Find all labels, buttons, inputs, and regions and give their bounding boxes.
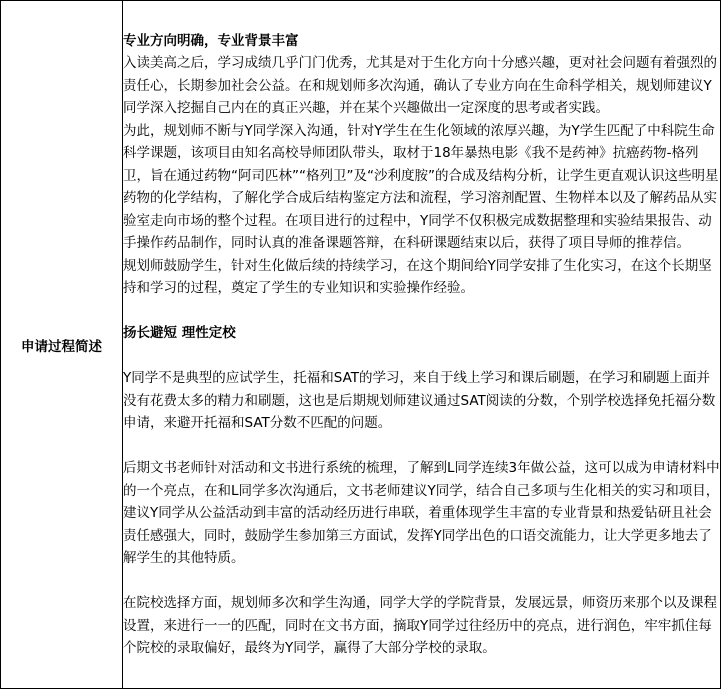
blank-line (123, 300, 720, 323)
table-row (1, 1, 721, 689)
blank-line (123, 570, 720, 593)
section-heading-school-selection: 扬长避短 理性定校 (123, 325, 236, 341)
blank-line (123, 345, 720, 368)
right-margin (721, 0, 726, 693)
paragraph: 后期文书老师针对活动和文书进行系统的梳理，了解到L同学连续3年做公益，这可以成为申请材料中的一个亮点，在和L同学多次沟通后，文书老师建议Y同学，结合自己多项与生化相关的实习和项目，建议Y同学从公益活动到丰富的活动经历进行串联，着重体现学生丰富的专业背景和热爱钻研且社会责任感强大，同时，鼓励学生参加第三方面试，发挥Y同学出色的口语交流能力，让大学更多地去了解学生的其他特质。 (123, 460, 720, 566)
paragraph: Y同学不是典型的应试学生，托福和SAT的学习，来自于线上学习和课后刷题，在学习和刷题上面并没有花费太多的精力和刷题，这也是后期规划师建议通过SAT阅读的分数，个别学校选择免托福分数申请，来避开托福和SAT分数不匹配的问题。 (123, 370, 716, 431)
paragraph: 规划师鼓励学生，针对生化做后续的持续学习，在这个期间给Y同学安排了生化实习，在这个长期坚持和学习的过程，奠定了学生的专业知识和实验操作经验。 (123, 257, 712, 296)
row-label-cell[interactable] (1, 1, 123, 689)
paragraph: 入读美高之后，学习成绩几乎门门优秀，尤其是对于生化方向十分感兴趣，更对社会问题有着强烈的责任心，长期参加社会公益。在和规划师多次沟通，确认了专业方向在生命科学相关，规划师建议Y同学深入挖掘自己内在的真正兴趣，并在某个兴趣做出一定深度的思考或者实践。 (123, 55, 717, 116)
blank-line (123, 435, 720, 458)
content-cell[interactable] (123, 1, 721, 689)
paragraph: 为此，规划师不断与Y同学深入沟通，针对Y学生在生化领域的浓厚兴趣，为Y学生匹配了中科院生命科学课题，该项目由知名高校导师团队带头，取材于18年暴热电影《我不是药神》抗癌药物-格列卫，旨在通过药物“阿司匹林”“格列卫”及“沙利度胺”的合成及结构分析，让学生更直观认识这些明星药物的化学结构，了解化学合成后结构鉴定方法和流程，学习溶剂配置、生物样本以及了解药品从实验室走向市场的整个过程。在项目进行的过程中，Y同学不仅积极完成数据整理和实验结果报告、动手操作药品制作，同时认真的准备课题答辩，在科研课题结束以后，获得了项目导师的推荐信。 (123, 122, 719, 251)
paragraph: 在院校选择方面，规划师多次和学生沟通，同学大学的学院背景，发展远景，师资历来那个以及课程设置，来进行一一的匹配，同时在文书方面，摘取Y同学过往经历中的亮点，进行润色，牢牢抓住每个院校的录取偏好，最终为Y同学，赢得了大部分学校的录取。 (123, 595, 717, 656)
section-heading-major: 专业方向明确，专业背景丰富 (123, 32, 299, 49)
row-label: 申请过程简述 (21, 338, 102, 355)
